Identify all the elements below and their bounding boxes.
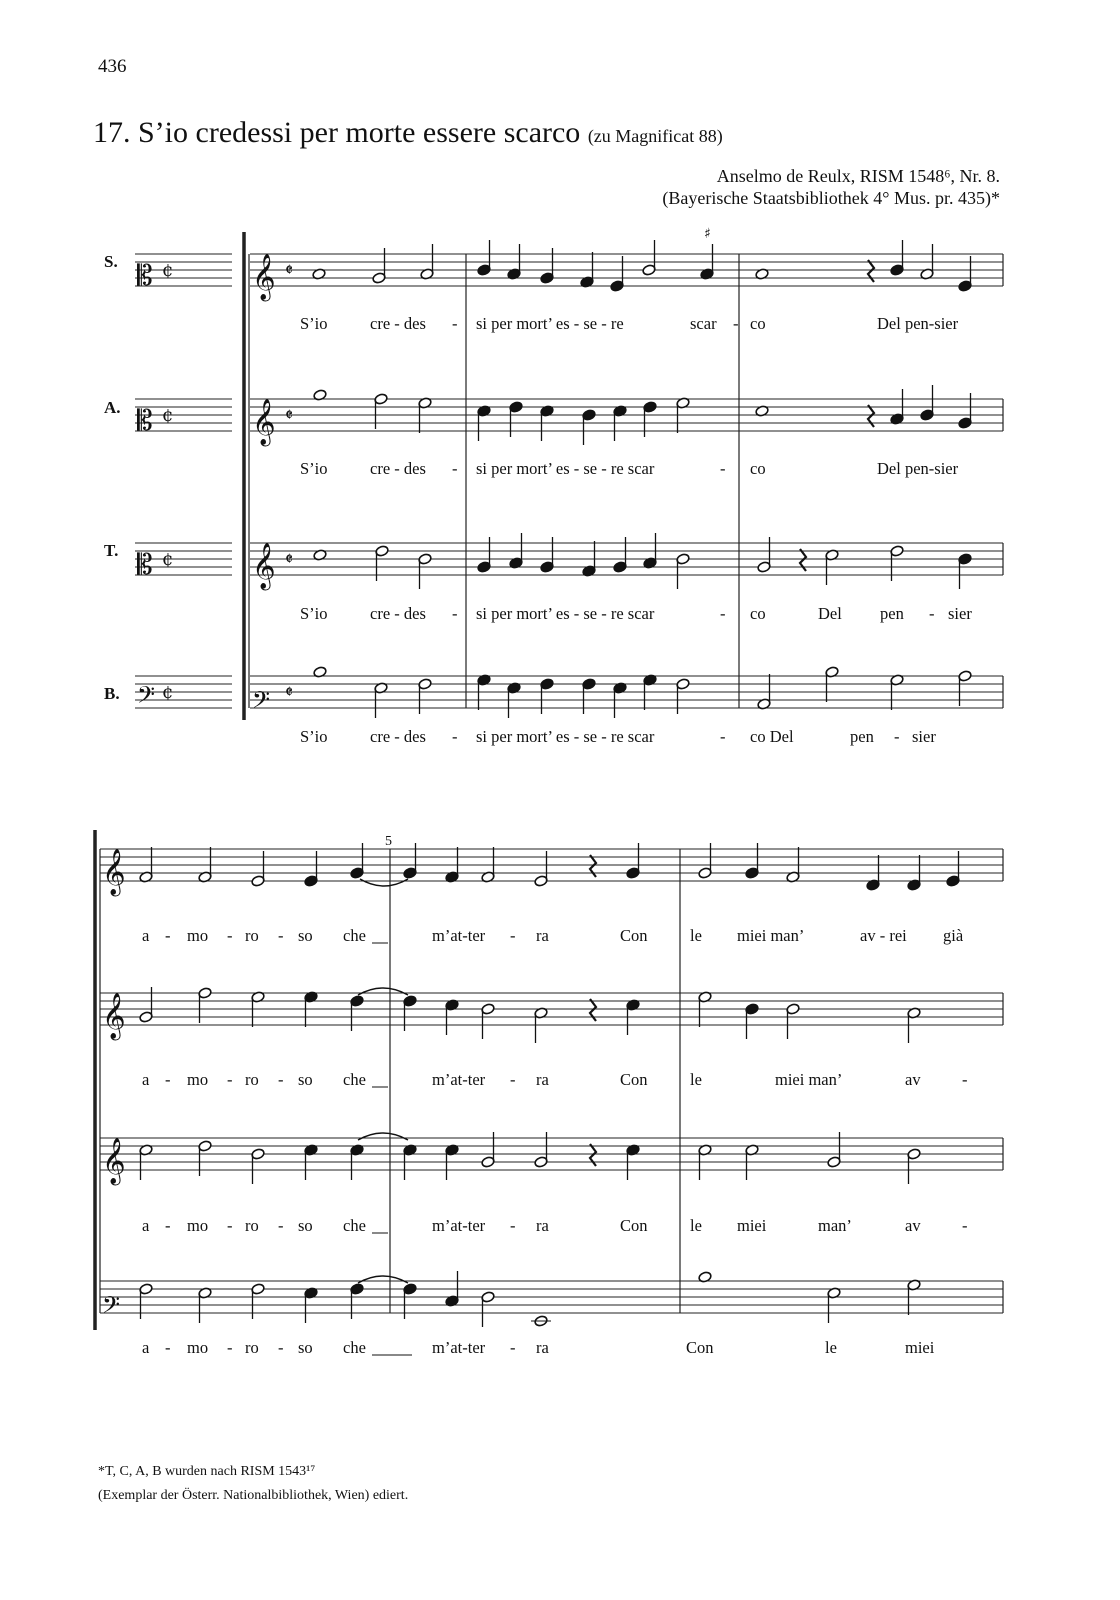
lyric-syllable: - [510, 1338, 516, 1357]
quarter-rest [800, 549, 806, 571]
lyric-syllable: ra [536, 1338, 549, 1357]
time-signature: 𝄵 [285, 260, 294, 281]
lyric-syllable: S’io [300, 314, 328, 333]
page-number: 436 [98, 56, 127, 77]
tie [358, 1133, 408, 1140]
lyric-syllable: mo [187, 1338, 209, 1357]
attribution-library: (Bayerische Staatsbibliothek 4° Mus. pr. 435)* [662, 188, 1000, 208]
lyric-syllable: a [142, 1070, 150, 1089]
lyric-syllable: - [452, 727, 458, 746]
lyric-syllable: che [343, 1216, 366, 1235]
measure-number: 5 [385, 834, 392, 849]
lyric-syllable: ra [536, 1070, 549, 1089]
lyric-syllable: si per mort’ es - se - re [476, 314, 624, 333]
lyric-syllable: - [720, 604, 726, 623]
lyric-syllable: mo [187, 1216, 209, 1235]
lyric-syllable: che [343, 1070, 366, 1089]
lyric-syllable: av [905, 1216, 921, 1235]
lyric-syllable: m’at-ter [432, 1070, 486, 1089]
time-signature: 𝄵 [285, 549, 294, 570]
bass-clef: 𝄢 [252, 686, 271, 719]
bass-clef: 𝄢 [102, 1291, 121, 1324]
lyric-syllable: si per mort’ es - se - re scar [476, 727, 655, 746]
lyric-syllable: so [298, 1216, 313, 1235]
voice-label-tenor: T. [104, 541, 119, 560]
lyric-syllable: m’at-ter [432, 1338, 486, 1357]
lyric-syllable: cre - des [370, 314, 426, 333]
lyric-syllable: ro [245, 1070, 259, 1089]
lyric-syllable: a [142, 1338, 150, 1357]
lyric-syllable: - [165, 926, 171, 945]
attribution-source: Anselmo de Reulx, RISM 1548⁶, Nr. 8. [716, 166, 1000, 186]
lyric-syllable: cre - des [370, 459, 426, 478]
lyric-syllable: - [165, 1338, 171, 1357]
lyric-syllable: co [750, 459, 766, 478]
treble-clef: 𝄞 [102, 993, 126, 1039]
lyric-syllable: S’io [300, 727, 328, 746]
tie [358, 988, 408, 995]
lyric-syllable: - [165, 1216, 171, 1235]
lyric-syllable: sier [912, 727, 936, 746]
lyric-syllable: Del pen-sier [877, 459, 959, 478]
lyric-syllable: le [690, 926, 702, 945]
lyric-syllable: ra [536, 926, 549, 945]
lyric-syllable: Con [620, 926, 648, 945]
lyric-syllable: - [962, 1216, 968, 1235]
lyric-syllable: co Del [750, 727, 794, 746]
lyric-syllable: le [690, 1070, 702, 1089]
quarter-rest [590, 855, 596, 877]
lyric-syllable: S’io [300, 459, 328, 478]
lyric-syllable: pen [880, 604, 904, 623]
lyric-syllable: Con [686, 1338, 714, 1357]
treble-clef: 𝄞 [252, 254, 276, 300]
lyric-syllable: - [510, 1216, 516, 1235]
mensuration-sign: ¢ [162, 682, 174, 703]
lyric-syllable: che [343, 1338, 366, 1357]
lyric-syllable: - [227, 926, 233, 945]
lyric-syllable: mo [187, 926, 209, 945]
voice-label-soprano: S. [104, 252, 118, 271]
lyric-syllable: - [720, 727, 726, 746]
lyric-syllable: ra [536, 1216, 549, 1235]
lyric-syllable: - [452, 314, 458, 333]
lyric-syllable: m’at-ter [432, 1216, 486, 1235]
lyric-syllable: a [142, 926, 150, 945]
lyric-syllable: le [690, 1216, 702, 1235]
voice-label-alto: A. [104, 398, 121, 417]
lyric-syllable: - [510, 1070, 516, 1089]
incipit-clef: 𝄡 [137, 404, 153, 437]
lyric-syllable: av [905, 1070, 921, 1089]
lyric-syllable: - [894, 727, 900, 746]
lyric-syllable: av - rei [860, 926, 907, 945]
lyric-syllable: miei man’ [775, 1070, 843, 1089]
treble-clef: 𝄞 [102, 1138, 126, 1184]
lyric-syllable: - [278, 1338, 284, 1357]
lyric-syllable: Con [620, 1070, 648, 1089]
lyric-syllable: - [227, 1216, 233, 1235]
lyric-syllable: cre - des [370, 727, 426, 746]
lyric-syllable: Con [620, 1216, 648, 1235]
lyric-syllable: - [227, 1338, 233, 1357]
lyric-syllable: co [750, 604, 766, 623]
lyric-syllable: si per mort’ es - se - re scar [476, 604, 655, 623]
treble-clef: 𝄞 [102, 849, 126, 895]
lyric-syllable: mo [187, 1070, 209, 1089]
lyric-syllable: miei [905, 1338, 935, 1357]
incipit-clef: 𝄢 [137, 681, 156, 714]
quarter-rest [590, 1144, 596, 1166]
lyric-syllable: - [452, 459, 458, 478]
mensuration-sign: ¢ [162, 405, 174, 426]
lyric-syllable: - [452, 604, 458, 623]
lyric-syllable: - [510, 926, 516, 945]
lyric-syllable: ro [245, 1216, 259, 1235]
footnote-line-1: *T, C, A, B wurden nach RISM 1543¹⁷ [98, 1464, 316, 1479]
lyric-syllable: Del pen-sier [877, 314, 959, 333]
sharp-sign: ♯ [704, 226, 711, 242]
incipit-clef: 𝄡 [137, 259, 153, 292]
lyric-syllable: che [343, 926, 366, 945]
mensuration-sign: ¢ [162, 260, 174, 281]
lyric-syllable: - [278, 1070, 284, 1089]
footnote-line-2: (Exemplar der Österr. Nationalbibliothek, Wien) ediert. [98, 1488, 409, 1503]
voice-label-bass: B. [104, 684, 120, 703]
time-signature: 𝄵 [285, 682, 294, 703]
lyric-syllable: man’ [818, 1216, 852, 1235]
treble-clef: 𝄞 [252, 399, 276, 445]
lyric-syllable: - [278, 926, 284, 945]
lyric-syllable: cre - des [370, 604, 426, 623]
lyric-syllable: ro [245, 926, 259, 945]
lyric-syllable: - [929, 604, 935, 623]
title-note: (zu Magnificat 88) [587, 126, 723, 146]
lyric-syllable: - [720, 459, 726, 478]
quarter-rest [868, 405, 874, 427]
lyric-syllable: Del [818, 604, 842, 623]
lyric-syllable: già [943, 926, 964, 945]
lyric-syllable: so [298, 1338, 313, 1357]
mensuration-sign: ¢ [162, 549, 174, 570]
lyric-syllable: sier [948, 604, 972, 623]
lyric-syllable: - [278, 1216, 284, 1235]
lyric-syllable: so [298, 1070, 313, 1089]
lyric-syllable: a [142, 1216, 150, 1235]
tie [360, 879, 408, 886]
lyric-syllable: co [750, 314, 766, 333]
lyric-syllable: miei [737, 1216, 767, 1235]
lyric-syllable: - [733, 314, 739, 333]
lyric-syllable: - [962, 1070, 968, 1089]
quarter-rest [868, 260, 874, 282]
lyric-syllable: - [227, 1070, 233, 1089]
incipit-clef: 𝄡 [137, 548, 153, 581]
lyric-syllable: so [298, 926, 313, 945]
lyric-syllable: - [165, 1070, 171, 1089]
lyric-syllable: le [825, 1338, 837, 1357]
lyric-syllable: si per mort’ es - se - re scar [476, 459, 655, 478]
lyric-syllable: pen [850, 727, 874, 746]
tie [358, 1276, 408, 1283]
quarter-rest [590, 999, 596, 1021]
lyric-syllable: ro [245, 1338, 259, 1357]
lyric-syllable: miei man’ [737, 926, 805, 945]
lyric-syllable: m’at-ter [432, 926, 486, 945]
time-signature: 𝄵 [285, 405, 294, 426]
treble-clef: 𝄞 [252, 543, 276, 589]
lyric-syllable: scar [690, 314, 717, 333]
lyric-syllable: S’io [300, 604, 328, 623]
title-text: 17. S’io credessi per morte essere scarco [93, 116, 581, 149]
